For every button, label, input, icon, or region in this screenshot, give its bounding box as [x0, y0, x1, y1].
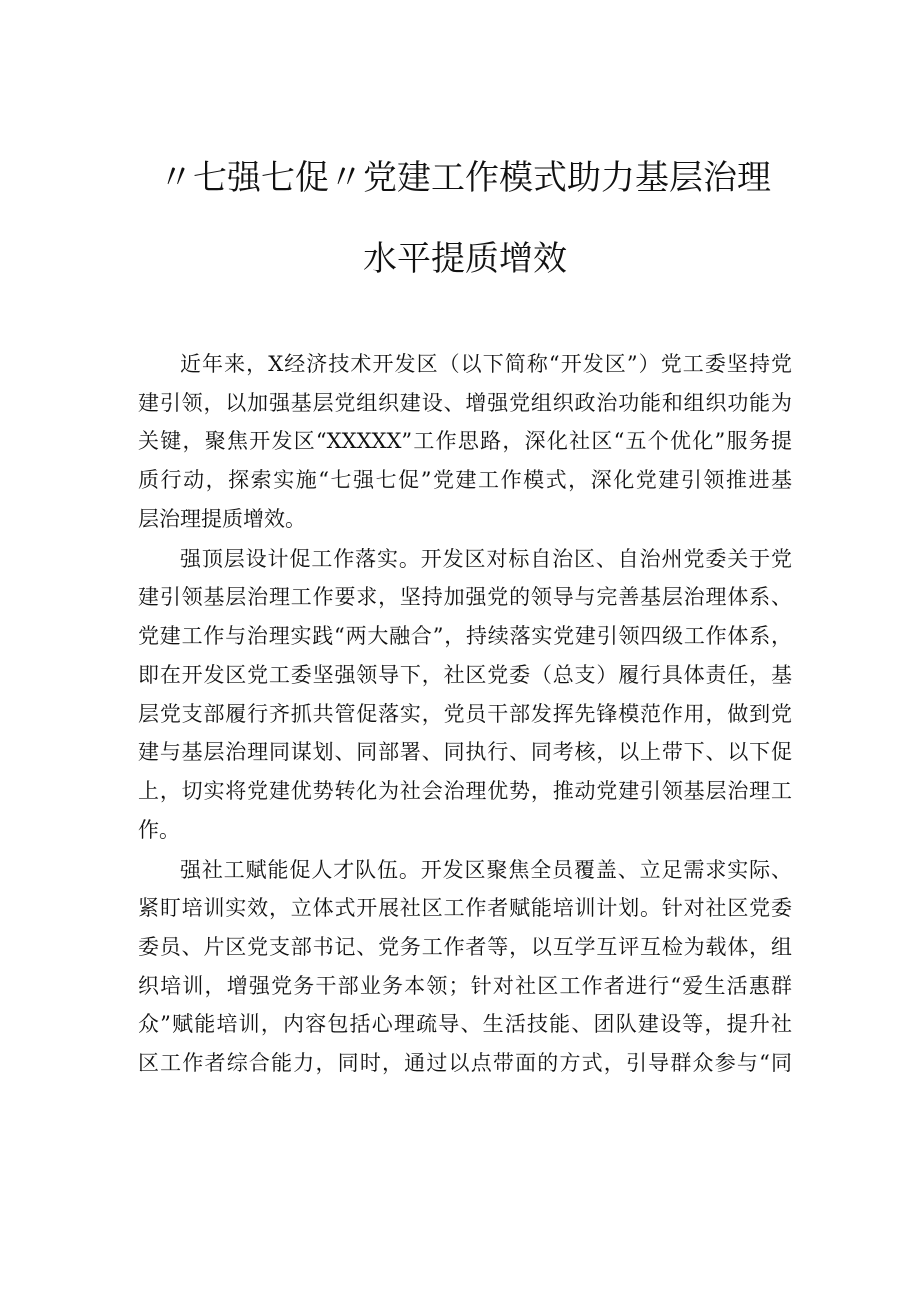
document-title-line-2: 水平提质增效 — [363, 239, 567, 279]
paragraph-line: 区工作者综合能力，同时，通过以点带面的方式，引导群众参与“同 — [138, 1051, 792, 1076]
paragraph-2 — [138, 540, 792, 850]
paragraph-line: 上，切实将党建优势转化为社会治理优势，推动党建引领基层治理工 — [138, 778, 792, 803]
paragraph-line: 建引领基层治理工作要求，坚持加强党的领导与完善基层治理体系、 — [138, 585, 792, 610]
paragraph-line: 强顶层设计促工作落实。开发区对标自治区、自治州党委关于党 — [180, 546, 792, 571]
paragraph-line: 建与基层治理同谋划、同部署、同执行、同考核，以上带下、以下促 — [138, 740, 792, 765]
paragraph-line: 即在开发区党工委坚强领导下，社区党委（总支）履行具体责任，基 — [138, 662, 792, 687]
document-title-line-1: 〃七强七促〃党建工作模式助力基层治理 — [159, 158, 771, 198]
paragraph-line: 织培训，增强党务干部业务本领；针对社区工作者进行“爱生活惠群 — [138, 973, 792, 998]
paragraph-1 — [138, 345, 792, 539]
paragraph-line: 建引领，以加强基层党组织建设、增强党组织政治功能和组织功能为 — [138, 390, 792, 415]
paragraph-line: 紧盯培训实效，立体式开展社区工作者赋能培训计划。针对社区党委 — [138, 896, 792, 921]
paragraph-line: 委员、片区党支部书记、党务工作者等，以互学互评互检为载体，组 — [138, 934, 792, 959]
paragraph-line: 党建工作与治理实践“两大融合”，持续落实党建引领四级工作体系， — [138, 624, 792, 649]
paragraph-3 — [138, 851, 792, 1083]
document-body — [138, 345, 792, 1084]
paragraph-line: 关键，聚焦开发区“XXXXX”工作思路，深化社区“五个优化”服务提 — [138, 429, 792, 454]
paragraph-line: 层治理提质增效。 — [138, 506, 306, 531]
paragraph-line: 近年来，X经济技术开发区（以下简称“开发区”）党工委坚持党 — [180, 352, 792, 376]
paragraph-line: 层党支部履行齐抓共管促落实，党员干部发挥先锋模范作用，做到党 — [138, 701, 792, 726]
paragraph-line: 作。 — [138, 817, 180, 842]
paragraph-line: 强社工赋能促人才队伍。开发区聚焦全员覆盖、立足需求实际、 — [180, 857, 792, 882]
paragraph-line: 质行动，探索实施“七强七促”党建工作模式，深化党建引领推进基 — [138, 468, 792, 493]
paragraph-line: 众”赋能培训，内容包括心理疏导、生活技能、团队建设等，提升社 — [138, 1012, 792, 1037]
